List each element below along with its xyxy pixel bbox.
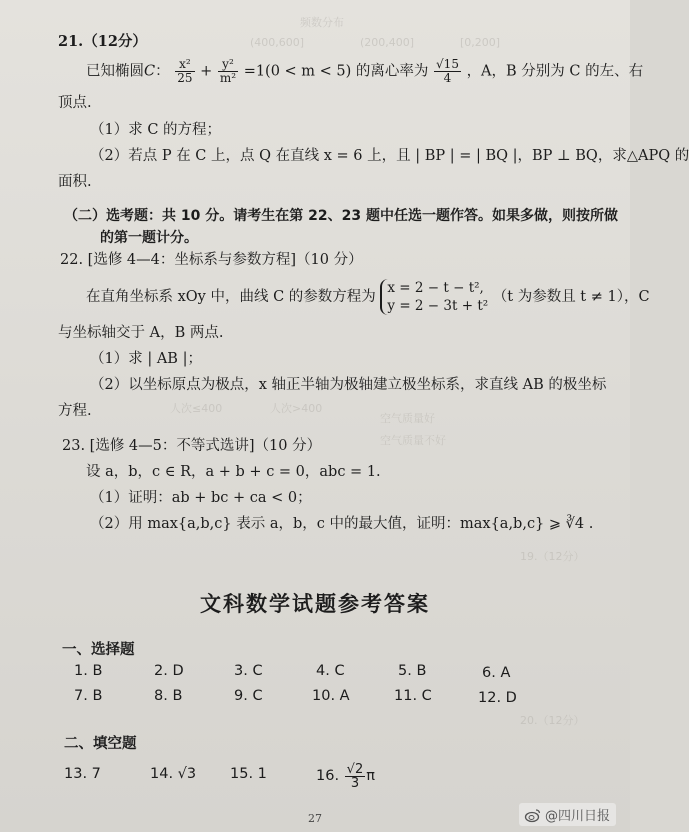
q21-text: ，A，B 分别为 C 的左、右: [466, 63, 644, 80]
answer-item: 15. 1: [230, 766, 267, 782]
answer-item: 7. B: [74, 688, 103, 704]
q22-part2: （2）以坐标原点为极点，x 轴正半轴为极轴建立极坐标系，求直线 AB 的极坐标: [90, 377, 607, 393]
answer-item: 10. A: [312, 688, 350, 704]
elective-line1: （二）选考题：共 10 分。请考生在第 22、23 题中任选一题作答。如果多做，则按所做: [64, 208, 618, 224]
eccentricity-fraction: [434, 58, 461, 85]
ghost-text: (400,600]: [250, 36, 305, 49]
parametric-equations: [380, 279, 488, 315]
q21-part2-cont: 面积.: [58, 174, 92, 190]
fraction-denominator: 3: [350, 775, 360, 791]
fraction-numerator: y²: [218, 58, 238, 72]
ghost-text: 人次≤400: [170, 402, 223, 415]
section-multiple-choice: 一、选择题: [62, 642, 135, 658]
watermark-text: @四川日报: [544, 809, 610, 824]
fraction-numerator: √15: [436, 57, 459, 71]
fraction-numerator: √2: [346, 761, 364, 777]
answer-item: 12. D: [478, 690, 517, 706]
answer-item: 4. C: [316, 663, 345, 679]
fraction-denominator: m²: [219, 71, 237, 85]
q22-text: 在直角坐标系 xOy 中，曲线 C 的参数方程为: [86, 289, 376, 305]
page-number: 27: [308, 812, 322, 825]
watermark: [519, 803, 616, 826]
q21-heading: 21.（12分）: [58, 33, 147, 50]
q21-text: C: [144, 63, 156, 80]
q23-part1: （1）证明：ab + bc + ca < 0；: [90, 490, 312, 506]
answers-title: 文科数学试题参考答案: [200, 592, 430, 616]
q22-part1: （1）求 | AB |；: [90, 351, 202, 367]
answer-item: 13. 7: [64, 766, 101, 782]
q22-text: （t 为参数且 t ≠ 1），C: [492, 289, 650, 305]
answer-item: 6. A: [482, 665, 511, 681]
fraction-denominator: 4: [443, 71, 452, 85]
ghost-text: 频数分布: [300, 16, 344, 29]
answer-item: 5. B: [398, 663, 427, 679]
q23-part2: （2）用 max{a,b,c} 表示 a，b，c 中的最大值，证明：max{a,b,c} ⩾ ∛4 .: [90, 516, 594, 532]
answer-label: 16.: [316, 768, 340, 784]
q23-heading: 23. [选修 4—5：不等式选讲]（10 分）: [62, 438, 322, 454]
answer-16-fraction: [345, 763, 366, 790]
plus-sign: +: [200, 63, 213, 80]
ghost-text: [0,200]: [460, 36, 501, 49]
answer-item: 2. D: [154, 663, 184, 679]
ghost-text: (200,400]: [360, 36, 415, 49]
q21-text: =1(0 < m < 5) 的离心率为: [243, 63, 429, 80]
q22-line2: 与坐标轴交于 A，B 两点.: [58, 325, 224, 341]
ghost-text: 空气质量好: [380, 412, 435, 425]
q22-heading: 22. [选修 4—4：坐标系与参数方程]（10 分）: [60, 252, 363, 268]
q21-text: 已知椭圆: [86, 63, 144, 80]
pi-symbol: π: [366, 768, 375, 784]
q21-line2: 顶点.: [58, 95, 92, 111]
equation-x: x = 2 − t − t²,: [387, 280, 484, 296]
q21-part1: （1）求 C 的方程；: [90, 122, 222, 138]
q21-line1: [86, 58, 643, 85]
ghost-text: 20.（12分）: [520, 714, 585, 727]
equation-y: y = 2 − 3t + t²: [387, 298, 489, 314]
q22-line1: [86, 277, 650, 317]
y-fraction: [218, 58, 238, 85]
section-fill-in: 二、填空题: [64, 736, 137, 752]
q23-line1: 设 a，b，c ∈ R，a + b + c = 0，abc = 1.: [86, 464, 381, 480]
answer-item: 14. √3: [150, 766, 197, 782]
fraction-numerator: x²: [175, 58, 194, 72]
fraction-denominator: 25: [177, 71, 193, 85]
answer-item: 1. B: [74, 663, 103, 679]
elective-line2: 的第一题计分。: [100, 230, 198, 246]
ghost-text: 19.（12分）: [520, 550, 585, 563]
answer-item-16: [316, 758, 375, 794]
answer-item: 8. B: [154, 688, 183, 704]
answer-item: 11. C: [394, 688, 432, 704]
ghost-text: 人次>400: [270, 402, 323, 415]
answer-item: 9. C: [234, 688, 263, 704]
weibo-icon: [525, 808, 541, 822]
x-fraction: [175, 58, 194, 85]
ghost-text: 空气质量不好: [380, 434, 446, 447]
q22-part2-cont: 方程.: [58, 403, 92, 419]
q21-part2: （2）若点 P 在 C 上，点 Q 在直线 x = 6 上，且 | BP | = | BQ |，BP ⊥ BQ，求△APQ 的: [90, 148, 689, 164]
answer-item: 3. C: [234, 663, 263, 679]
q21-text: ：: [155, 63, 170, 80]
